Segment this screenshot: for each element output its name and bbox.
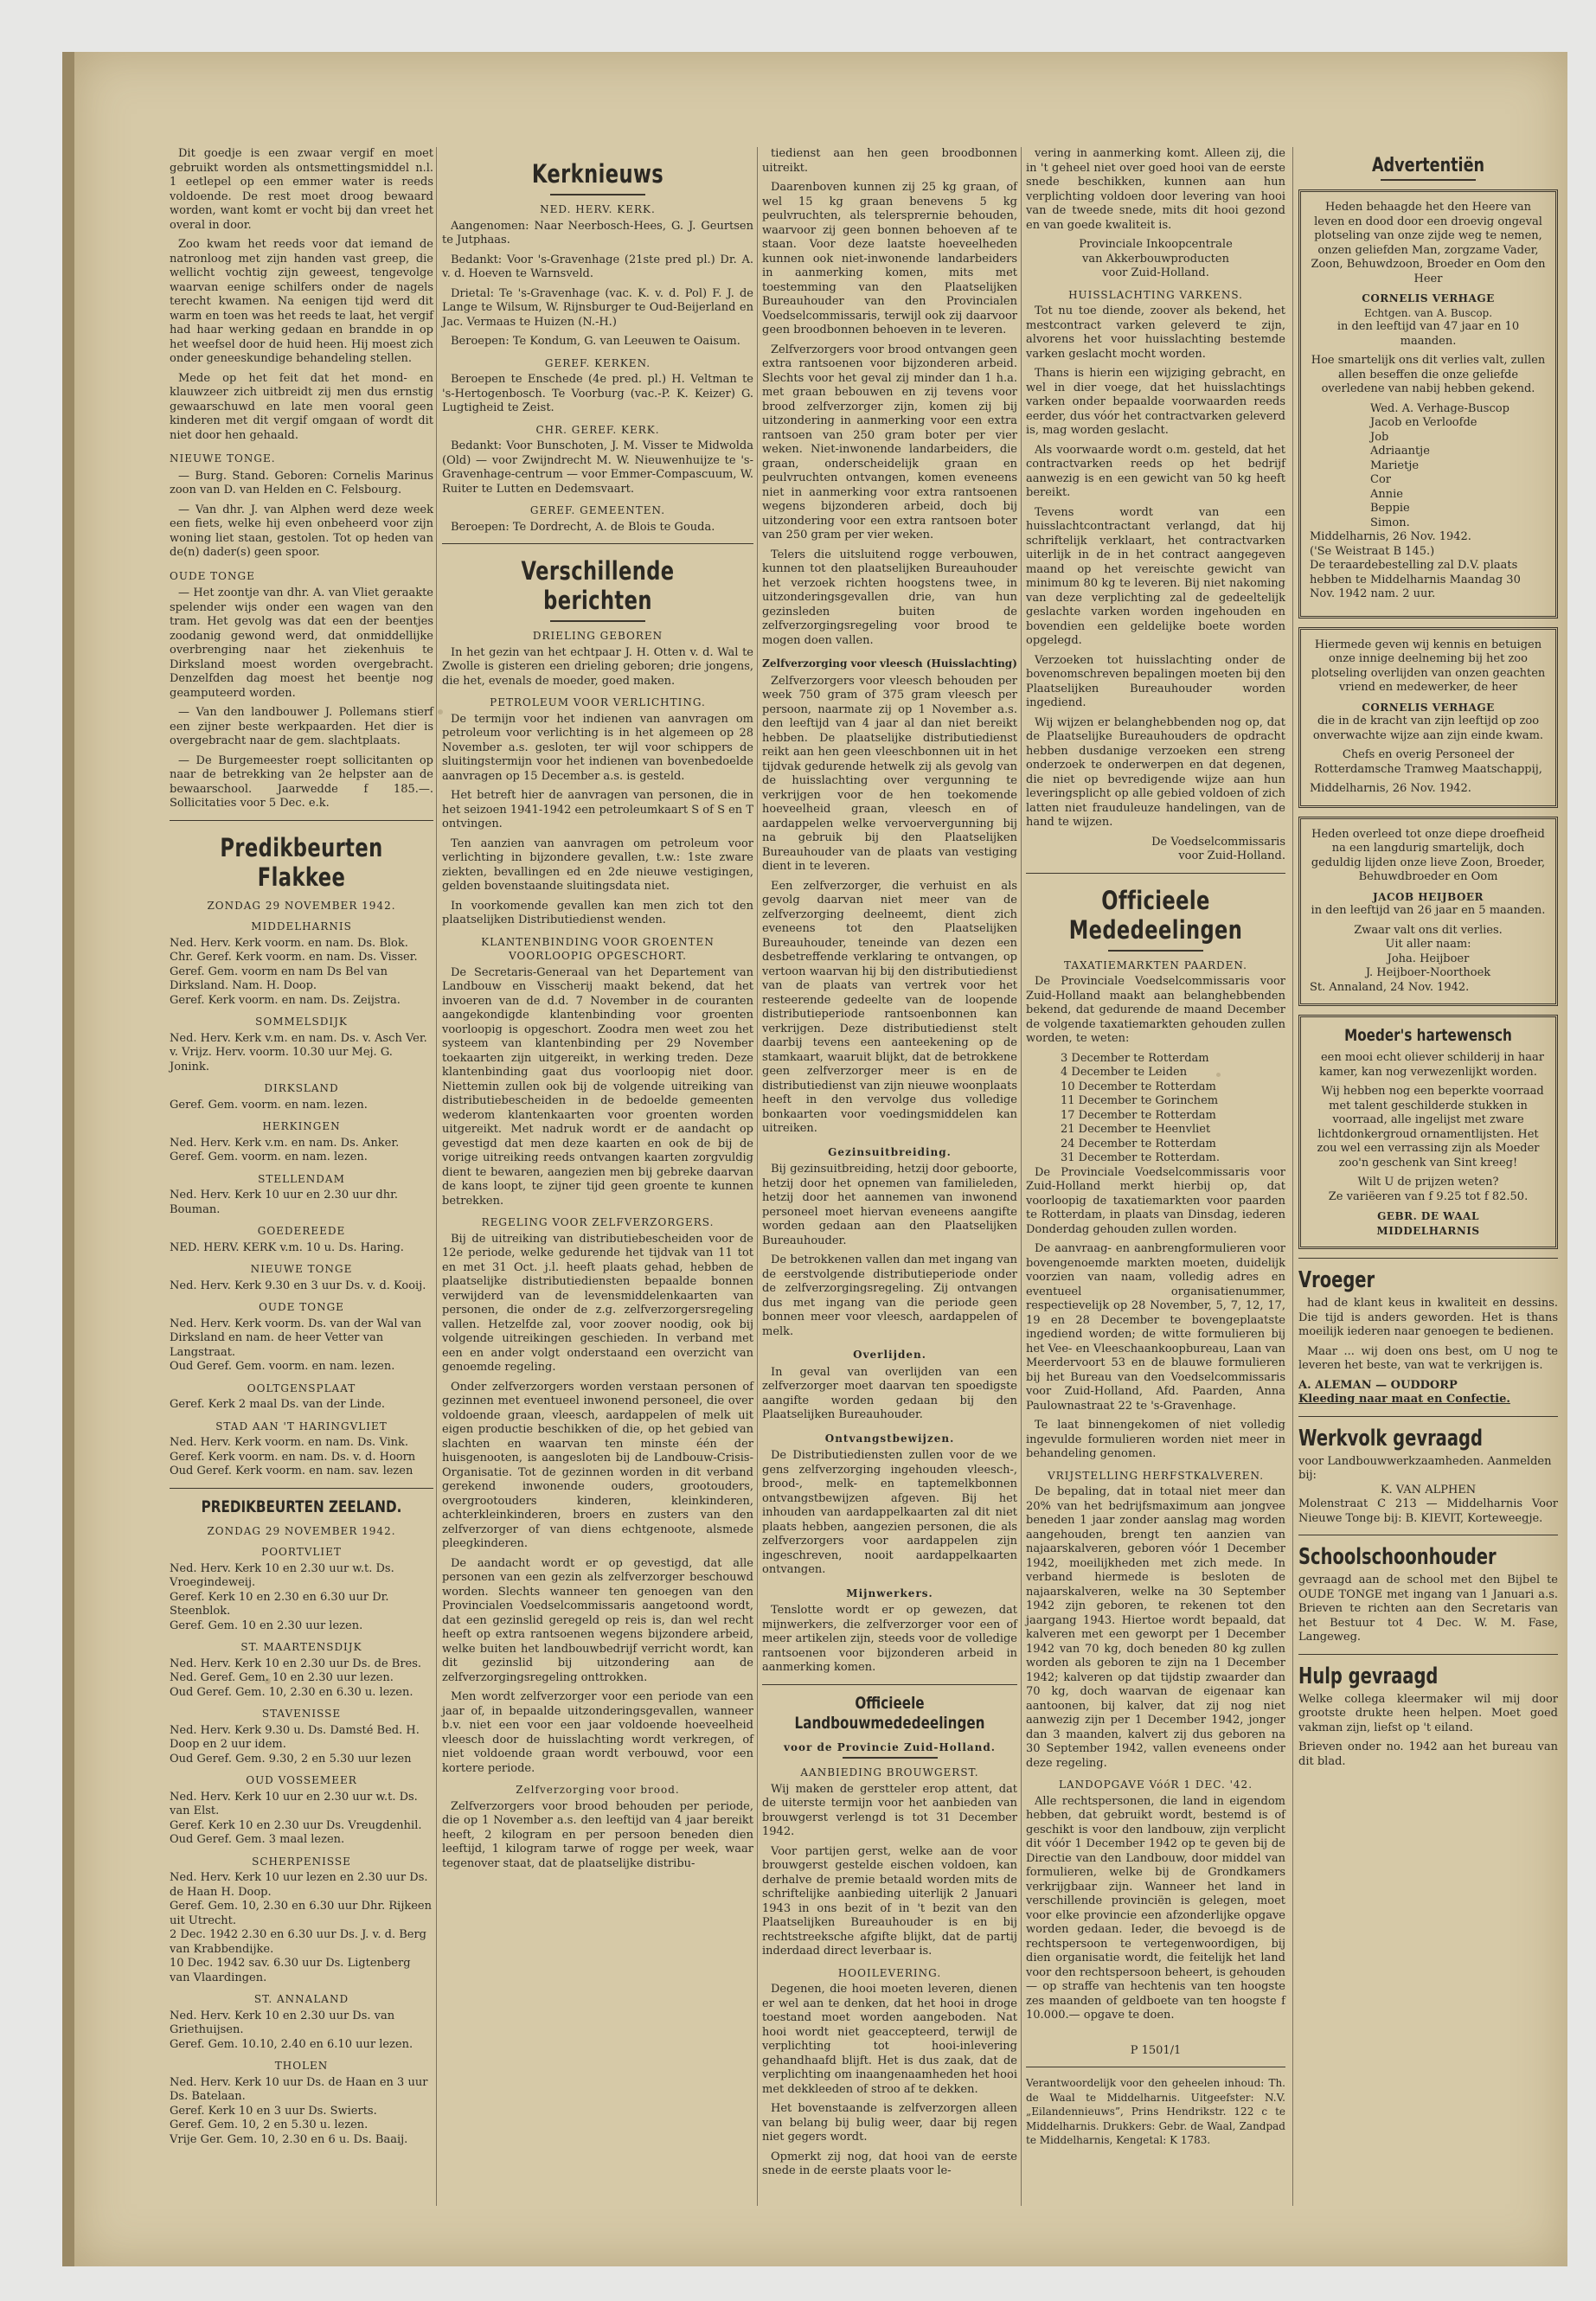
ad-price: Ze variëeren van f 9.25 tot f 82.50. [1328,1189,1529,1203]
section-heading: VRIJSTELLING HERFSTKALVEREN. [1047,1469,1265,1482]
ad-signature: Joha. Heijboer [1387,952,1470,965]
article-paragraph: De betrokkenen vallen dan met ingang van de eerstvolgende distributieperiode onder de zelfverzorgingsregeling. Zij ontvangen dus met ingang van die periode geen bonnen meer voor vleesch, aardappelen of melk. [762,1253,1017,1338]
service-line: Geref. Gem. voorm. en nam. lezen. [170,1150,368,1163]
service-line: Geref. Kerk 2 maal Ds. van der Linde. [170,1398,386,1411]
family-list [1310,402,1547,531]
section-heading: Zelfverzorging voor vleesch (Huisslachting) [762,657,1017,670]
section-title: Officieele Mededeelingen [1068,885,1243,945]
article-paragraph: Mede op het feit dat het mond- en klauwzeer zich uitbreidt zij men dus ernstig gewaarschuwd en late men vooral geen kinderen met dit vergif omgaan of wordt dit niet door hen gehaald. [170,371,433,442]
article-paragraph: Telers die uitsluitend rogge verbouwen, kunnen tot den plaatselijken Bureauhouder het verzoek richten hoogstens twee, in uitzonderingsgevallen drie, van hun gezinsleden buiten de zelfverzorgingsregeling voor brood te mogen doen vallen. [762,548,1017,647]
section-heading: AANBIEDING BROUWGERST. [800,1766,979,1779]
divider [170,820,433,821]
article-paragraph: Het betreft hier de aanvragen van personen, die in het seizoen 1941-1942 een petroleumkaart S of S en T ontvingen. [442,789,753,830]
family-member: Cor [1370,473,1391,486]
divider [1298,1416,1558,1417]
article-paragraph: In het gezin van het echtpaar J. H. Otten v. d. Wal te Zwolle is gisteren een drieling geboren; drie jongens, die het, evenals de moeder, goed maken. [442,645,753,688]
place-heading: THOLEN [274,2060,329,2072]
divider [170,1488,433,1489]
signature-line: van Akkerbouwproducten [1082,252,1229,266]
section-heading: KLANTENBINDING VOOR GROENTEN VOORLOOPIG OPGESCHORT. [481,935,715,962]
column-2 [442,147,753,1876]
shop-ad [1298,1015,1558,1249]
market-date: 31 December te Rotterdam. [1061,1151,1221,1164]
obituary-ad [1298,817,1558,1007]
ad-text: Hiermede geven wij kennis en betuigen onze innige deelneming bij het zoo plotseling overlijden van onzen geachten vriend en medewerker, de heer [1311,638,1546,694]
article-paragraph: Te laat binnengekomen of niet volledig ingevulde formulieren worden niet meer in behandeling genomen. [1026,1419,1285,1460]
place-heading: DIRKSLAND [264,1082,339,1094]
section-heading: NIEUWE TONGE. [170,452,276,465]
place-heading: STAD AAN 'T HARINGVLIET [215,1420,388,1433]
ad-text: Heden behaagde het den Heere van leven en dood door een droevig ongeval plotseling van onze zijde weg te nemen, onzen geliefden Man, zorgzame Vader, Zoon, Behuwdzoon, Broeder en Oom den Heer [1311,201,1546,285]
column-rule [757,147,758,2206]
article-paragraph: Beroepen: Te Kondum, G. van Leeuwen te Oaisum. [451,335,740,348]
ad-text: Wij hebben nog een beperkte voorraad met talent geschilderde stukken in voorraad, alle ingelijst met zware lichtdonkergroud ornamentlijsten. Het zou wel een verrassing zijn als Moeder zoo'n geschenk van Sint kreeg! [1317,1085,1544,1170]
ad-text: Hoe smartelijk ons dit verlies valt, zullen allen beseffen die onze geliefde overledene van nabij hebben gekend. [1311,354,1546,395]
place-heading: MIDDELHARNIS [251,920,352,933]
family-member: Wed. A. Verhage-Buscop [1370,401,1509,415]
signature [1026,836,1285,864]
deceased-name: CORNELIS VERHAGE [1362,701,1495,714]
market-date: 11 December te Gorinchem [1061,1094,1219,1107]
column-5 [1298,147,1558,1774]
divider [762,1684,1017,1685]
ad-title: Werkvolk gevraagd [1298,1425,1483,1452]
place-heading: ST. MAARTENSDIJK [240,1641,362,1653]
ad-signature: MIDDELHARNIS [1376,1224,1480,1237]
date-line: ZONDAG 29 NOVEMBER 1942. [207,899,396,912]
market-date: 3 December te Rotterdam [1061,1051,1209,1065]
service-line: Ned. Herv. Kerk 10 uur Ds. de Haan en 3 uur Ds. Batelaan. [170,2075,428,2103]
ad-signature: Uit aller naam: [1385,938,1471,951]
article-paragraph: Zelfverzorgers voor brood ontvangen geen extra rantsoenen voor bijzonderen arbeid. Slechts voor het geval zij minder dan 1 h.a. met graan bebouwen en zij tevens voor brood zelfverzorger zijn, komen zij bij uitzondering in aanmerking voor een extra rantsoen van 250 gram boter per vier weken. Niet-inwonende landarbeiders, die graan, onderscheidelijk graan en peulvruchten ontvangen, komen eveneens niet in aanmerking voor extra rantsoenen wegens bijzonderen arbeid, doch bij uitzondering voor een extra rantsoen boter van 250 gram per vier weken. [762,343,1017,542]
column-3 [762,147,1017,2184]
section-heading: Zelfverzorging voor brood. [516,1784,680,1796]
section-heading: OUDE TONGE [170,569,255,582]
ad-title: Vroeger [1298,1267,1375,1293]
article-paragraph: Tenslotte wordt er op gewezen, dat mijnwerkers, die zelfverzorger voor een of meer artikelen zijn, steeds voor de volledige rantsoenen voor bijzonderen arbeid in aanmerking komen. [762,1604,1017,1674]
service-line: Ned. Herv. Kerk 10 en 2.30 uur Ds. de Bres. [170,1657,422,1670]
ad-signature: A. ALEMAN — OUDDORP [1298,1378,1458,1392]
section-heading: NED. HERV. KERK. [540,203,656,215]
service-line: Ned. Herv. Kerk v.m. en nam. Ds. Anker. [170,1136,400,1150]
ad-title: Hulp gevraagd [1298,1663,1439,1689]
article-paragraph: Ten aanzien van aanvragen om petroleum voor verlichting in bijzondere gevallen, t.w.: 1ste zware ziekten, bevallingen ed en 2de nieuwe vestigingen, gelden bovenstaande sluitingsdata niet. [442,836,753,893]
article-paragraph: Thans is hierin een wijziging gebracht, en wel in dier voege, dat het huisslachtings varken onder bepaalde voorwaarden reeds eerder, dus vóór het contractvarken geleverd is, mag worden geslacht. [1026,367,1285,437]
article-paragraph: Bij de uitreiking van distributiebescheiden voor de 12e periode, welke gedurende het tijdvak van 11 tot en met 31 Oct. j.l. heeft plaats gehad, hebben de plaatselijke distributiediensten bepaalde bonnen verwijderd van de levensmiddelenkaarten van personen, die onder de z.g. zelfverzorgersregeling vallen. Hetzelfde zal, voor zoover noodig, ook bij volgende uitreikingen geschieden. In verband met een en ander volgt onderstaand een overzicht van genoemde regeling. [442,1232,753,1374]
article-paragraph: Bedankt: Voor Bunschoten, J. M. Visser te Midwolda (Old) — voor Zwijndrecht M. W. Nieuwenhuijze te 's-Gravenhage-centrum — voor Emmer-Compascuum, W. Ruiter te Lutten en Dedemsvaart. [442,439,753,496]
article-paragraph: Wij wijzen er belanghebbenden nog op, dat de Plaatselijke Bureauhouders de opdracht hebben dusdanige verzoeken een streng onderzoek te onderwerpen en dat degenen, die niet op bevredigende wijze aan hun leveringsplicht op alle gebied voldoen of zich latten niet frauduleuze handelingen, van de hand te wijzen. [1026,715,1285,829]
section-heading: Ontvangstbewijzen. [824,1432,955,1445]
service-line: Ned. Herv. Kerk voorm. en nam. Ds. Vink. [170,1436,409,1449]
section-title: Verschillende berichten [521,556,675,615]
article-paragraph: Dit goedje is een zwaar vergif en moet gebruikt worden als ontsmettingsmiddel n.l. 1 eetlepel op een emmer water is reeds voldoende. De rest moet droog bewaard worden, want komt er vocht bij dan vreet het overal in door. [170,147,433,232]
section-heading: PETROLEUM VOOR VERLICHTING. [490,696,706,708]
divider [550,620,645,622]
signature-line: voor Zuid-Holland. [1178,849,1285,862]
ad-text: die in de kracht van zijn leeftijd op zoo onverwachte wijze aan zijn einde kwam. [1312,715,1544,742]
section-subtitle: voor de Provincie Zuid-Holland. [784,1740,996,1753]
article-paragraph: In voorkomende gevallen kan men zich tot den plaatselijken Distributiedienst wenden. [442,899,753,926]
family-member: Beppie [1370,502,1410,515]
service-line: Oud Geref. Gem. 9.30, 2 en 5.30 uur lezen [170,1752,412,1766]
article-paragraph: tiedienst aan hen geen broodbonnen uitreikt. [762,147,1017,175]
article-paragraph: Als voorwaarde wordt o.m. gesteld, dat het contractvarken reeds op het bedrijf aanwezig is en een gewicht van 50 kg heeft bereikt. [1026,443,1285,499]
service-line: Geref. Kerk 10 en 2.30 en 6.30 uur Dr. Steenblok. [170,1590,389,1618]
ad-text: Maar ... wij doen ons best, om U nog te leveren het beste, van wat te verkrijgen is. [1298,1344,1558,1372]
place-heading: OUDE TONGE [259,1301,344,1313]
article-paragraph: De aandacht wordt er op gevestigd, dat alle personen van een gezin als zelfverzorger beschouwd worden. Slechts wanneer ten genoegen van den Provincialen Voedselcommissaris aangetoond wordt, dat een gezinslid geregeld op reis is, dan wel recht heeft op extra rantsoenen wegens bijzondere arbeid, welke buiten het landbouwbedrijf verricht wordt, kan dit gezinslid bij uitzondering aan de zelfverzorgingsregeling onttrokken. [442,1556,753,1684]
article-paragraph: Voor partijen gerst, welke aan de voor brouwgerst gestelde eischen voldoen, kan derhalve de premie betaald worden mits de schriftelijke aanbieding uiterlijk 2 Januari 1943 in ons bezit of in 't bezit van den Plaatselijken Bureauhouder is en bij rechtstreeksche afgifte blijkt, dat de partij inderdaad direct leverbaar is. [762,1844,1017,1958]
market-date: 17 December te Rotterdam [1061,1108,1216,1122]
column-1 [170,147,433,2147]
family-member: Annie [1370,487,1403,501]
market-date: 4 December te Leiden [1061,1066,1188,1079]
ad-text: in den leeftijd van 47 jaar en 10 maanden. [1336,320,1520,348]
section-heading: TAXATIEMARKTEN PAARDEN. [1064,958,1247,971]
place-heading: HERKINGEN [262,1120,341,1132]
ad-text: had de klant keus in kwaliteit en dessins. Die tijd is anders geworden. Het is thans moeilijk iederen naar genoegen te bedienen. [1298,1297,1558,1338]
article-paragraph: Beroepen te Enschede (4e pred. pl.) H. Veltman te 's-Hertogenbosch. Te Voorburg (vac.-P. K. Keizer) G. Lugtigheid te Zeist. [442,373,753,414]
market-dates [1026,1052,1285,1166]
section-title: Predikbeurten Flakkee [220,832,383,892]
condolence-ad [1298,627,1558,808]
service-line: Vrije Ger. Gem. 10, 2.30 en 6 u. Ds. Baaij. [170,2132,408,2146]
deceased-name: CORNELIS VERHAGE [1362,292,1495,304]
service-line: Ned. Herv. Kerk 9.30 u. Ds. Damsté Bed. H. Doop en 2 uur idem. [170,1723,420,1751]
service-line: Ned. Herv. Kerk 10 en 2.30 uur Ds. van Griethuijsen. [170,2009,395,2036]
service-line: Oud Geref. Kerk voorm. en nam. sav. lezen [170,1465,413,1477]
service-line: Ned. Herv. Kerk 10 uur en 2.30 uur dhr. Bouman. [170,1189,398,1216]
article-paragraph: Aangenomen: Naar Neerbosch-Hees, G. J. Geurtsen te Jutphaas. [442,219,753,247]
service-line: Ned. Herv. Kerk 10 uur lezen en 2.30 uur Ds. de Haan H. Doop. [170,1871,428,1899]
ad-title: Moeder's hartewensch [1344,1026,1512,1045]
article-paragraph: Een zelfverzorger, die verhuist en als gevolg daarvan niet meer van de zelfverzorging deelneemt, dient zich eveneens tot den Plaatselijken Bureauhouder, teneinde van dezen een desbetreffende verklaring te ontvangen, op vertoon waarvan hij bij den distributiedienst van de plaats van vertrek voor het resteerende gedeelte van de loopende distributieperiode rantsoenbonnen kan verkrijgen. Deze distributiedienst stelt daarbij tevens een aanteekening op de stamkaart, waaruit blijkt, dat de betrokkene geen zelfverzorger meer is en de distributiedienst van zijn nieuwe woonplaats heeft in den vervolge dus volledige bonkaarten voor voedingsmiddelen kan uitreiken. [762,879,1017,1135]
family-member: Adriaantje [1370,445,1430,458]
place-heading: NIEUWE TONGE [250,1263,353,1275]
article-paragraph: Zelfverzorgers voor brood behouden per periode, die op 1 November a.s. den leeftijd van 4 jaar bereikt heeft, 2 kilogram en per persoon beneden dien leeftijd, 1 kilogram tarwe of rogge per week, waar tegenover staat, dat de plaatselijke distribu- [442,1799,753,1870]
service-line: Geref. Kerk 10 en 2.30 uur Ds. Vreugdenhil. [170,1818,422,1832]
ad-signature: GEBR. DE WAAL [1377,1210,1479,1222]
service-list [170,1545,433,2147]
service-line: Geref. Gem. 10, 2 en 5.30 u. lezen. [170,2118,369,2131]
ad-place: Middelharnis, 26 Nov. 1942. [1310,782,1471,795]
article-paragraph: De Distributiediensten zullen voor de we gens zelfverzorging ingehouden vleesch-, brood-, melk- en taptemelkbonnen ontvangstbewijzen afgeven. Bij het inhouden van aardappelkaarten zal dit niet plaats hebben, aangezien personen, die als zelfverzorgers voor aardappelen zijn ingeschreven, nooit aardappelkaarten ontvangen. [762,1449,1017,1576]
article-paragraph: Bedankt: Voor 's-Gravenhage (21ste pred pl.) Dr. A. v. d. Hoeven te Warnsveld. [442,253,753,280]
service-line: Ned. Herv. Kerk 10 uur en 2.30 uur w.t. Ds. van Elst. [170,1790,418,1817]
news-item: — Het zoontje van dhr. A. van Vliet geraakte spelender wijs onder een wagen van den tram. Het gevolg was dat een der beentjes zoodanig gewond werd, dat onmiddellijke overbrenging naar het ziekenhuis te Dirksland moest worden overgebracht. Denzelfden dag moest het beentje nog geamputeerd worden. [170,586,433,700]
article-paragraph: Zelfverzorgers voor vleesch behouden per week 750 gram of 375 gram vleesch per persoon, naarmate zij op 1 November a.s. den leeftijd van 4 jaar al dan niet bereikt hebben. De plaatselijke distributiedienst reikt aan hen geen vleeschbonnen uit in het tijdvak gedurende hetwelk zij als gevolg van de huisslachting over vergunning te verkrijgen voor de hen toekomende hoeveelheid graan, vleesch en of aardappelen welke vervoervergunning bij na gebruik bij den Plaatselijken Bureauhouder van de plaats van vestiging dient in te leveren. [762,674,1017,873]
service-line: Ned. Herv. Kerk v.m. en nam. Ds. v. Asch Ver. v. Vrijz. Herv. voorm. 10.30 uur Mej. G. Jonink. [170,1031,427,1074]
service-line: Oud Geref. Gem. voorm. en nam. lezen. [170,1360,395,1373]
ad-place: Middelharnis, 26 Nov. 1942. [1310,530,1471,543]
article-paragraph: Opmerkt zij nog, dat hooi van de eerste snede in de eerste plaats voor le- [762,2150,1017,2177]
place-heading: POORTVLIET [261,1546,342,1558]
article-paragraph: Daarenboven kunnen zij 25 kg graan, of wel 15 kg graan benevens 5 kg peulvruchten, als telersprernie behouden, waarvoor zij geen bonnen behoeven af te staan. Voor deze laatste hoeveelheden kunnen ook niet-inwonende landarbeiders in aanmerking komen, mits met toestemming van den Plaatselijken Bureauhouder van den Provincialen Voedselcommissaris, terwijl ook zij daarvoor geen broodbonnen behoeven in te leveren. [762,181,1017,336]
service-line: 10 Dec. 1942 sav. 6.30 uur Ds. Ligtenberg van Vlaardingen. [170,1957,411,1984]
section-title: Officieele Landbouwmededeelingen [794,1693,985,1733]
service-line: Geref. Gem. voorm en nam Ds Bel van Dirksland. Nam. H. Doop. [170,965,388,992]
article-paragraph: Zoo kwam het reeds voor dat iemand de natronloog met zijn handen vast greep, die wellicht vochtig zijn geweest, tengevolge waarvan eenige schilfers onder de nagels terecht kwamen. Na eenigen tijd werd dit warm en toen was het reeds te laat, het vergif had haar werking gedaan en brandde in op het weefsel door de huid heen. Hij moest zich onder geneeskundige behandeling stellen. [170,238,433,365]
obituary-ad [1298,189,1558,619]
family-member: Job [1370,430,1389,444]
section-heading: HUISSLACHTING VARKENS. [1068,288,1243,301]
service-line: Ned. Herv. Kerk 10 en 2.30 uur w.t. Ds. Vroegindeweij. [170,1561,394,1589]
market-date: 24 December te Rotterdam [1061,1137,1216,1150]
divider [442,543,753,544]
section-title: Kerknieuws [531,159,664,189]
place-heading: OUD VOSSEMEER [246,1774,357,1786]
ad-address: ('Se Weistraat B 145.) [1310,544,1435,558]
article-paragraph: De Provinciale Voedselcommissaris voor Zuid-Holland maakt aan belanghebbenden bekend, dat gedurende de maand December de volgende taxatiemarkten gehouden zullen worden, te weten: [1026,975,1285,1045]
ad-text: De teraardebestelling zal D.V. plaats hebben te Middelharnis Maandag 30 Nov. 1942 nam. 2 uur. [1310,559,1521,600]
section-heading: DRIELING GEBOREN [532,630,663,642]
article-paragraph: Men wordt zelfverzorger voor een periode van een jaar of, in bepaalde uitzonderingsgevallen, wanneer b.v. niet een voor een jaar voldoende hoeveelheid vleesch door de huisslachting wordt verkregen, of niet voldoende graan wordt verbouwd, voor een kortere periode. [442,1690,753,1775]
article-paragraph: Verzoeken tot huisslachting onder de bovenomschreven bepalingen moeten bij den Plaatselijken Bureauhouder worden ingediend. [1026,653,1285,709]
article-paragraph: De bepaling, dat in totaal niet meer dan 20% van het bedrijfsmaximum aan jongvee beneden 1 jaar zonder aanslag mag worden aangehouden, brengt ten aanzien van najaarskalveren, geboren vóór 1 December 1942, moeilijkheden met zich mede. In verband hiermede is besloten de najaarskalveren, welke na 30 September 1942 zijn geboren, te rekenen tot den jaargang 1943. Hiertoe wordt bepaald, dat kalveren met een geworpt per 1 December 1942 van 70 kg, doch beneden 80 kg zullen worden als geboren te zijn na 1 December 1942; kalveren op dat tijdstip zwaarder dan 70 kg, doch waarvan de eigenaar kan aantoonen, bij kalver, dat zij nog niet aanwezig zijn per 1 December 1942, jonger dan 3 maanden, kalvert zij dus geboren na 30 September 1942, vallen eveneens onder deze regeling. [1026,1485,1285,1770]
divider [1381,179,1476,181]
article-paragraph: De Secretaris-Generaal van het Departement van Landbouw en Visscherij maakt bekend, dat het invoeren van de d.d. 7 November in de couranten aangekondigde klantenbinding voor groenten voorloopig is opgeschort. Zoodra men weet zou het systeem van klantenbinding per 29 November toekaarten zijn uitgereikt, in werking treden. Deze klantenbinding gaat dus voorloopig niet door. Niettemin zullen ook bij de volgende uitreiking van distributiebescheiden in de bedoelde gemeenten wederom klantenkaarten voor groenten worden uitgereikt. Met nadruk wordt er de aandacht op gevestigd dat men deze kaarten en ook de bij de vorige uitreiking reeds ontvangen kaarten zorgvuldig dient te bewaren, aangezien men bij gebreke daarvan de kans loopt, te zijner tijd geen groente te kunnen betrekken. [442,965,753,1208]
date-line: ZONDAG 29 NOVEMBER 1942. [207,1524,396,1537]
article-paragraph: Drietal: Te 's-Gravenhage (vac. K. v. d. Pol) F. J. de Lange te Wilsum, W. Rijnsburger te Oud-Beijerland en Jac. Vermaas te Huizen (N.-H.) [442,286,753,329]
service-line: Ned. Herv. Kerk voorm. en nam. Ds. Blok. [170,936,408,950]
service-line: Ned. Herv. Kerk 9.30 en 3 uur Ds. v. d. Kooij. [170,1279,426,1292]
signature-line: Provinciale Inkoopcentrale [1079,238,1233,251]
article-paragraph: Tot nu toe diende, zoover als bekend, het mestcontract varken geleverd te zijn, alvorens het voor huisslachting bestemde varken geslacht mocht worden. [1026,304,1285,361]
article-paragraph: Wij maken de gerstteler erop attent, dat de uiterste termijn voor het aanbieden van brouwgerst verlengd is tot 31 December 1942. [762,1782,1017,1838]
church-news [442,202,753,535]
column-rule [436,147,437,2206]
place-heading: SCHERPENISSE [252,1855,351,1868]
divider [1026,873,1285,874]
place-heading: GOEDEREEDE [257,1225,346,1237]
section-heading: GEREF. GEMEENTEN. [529,504,666,516]
section-heading: GEREF. KERKEN. [544,356,651,369]
service-line: Geref. Gem. 10 en 2.30 uur lezen. [170,1618,363,1632]
service-line: Geref. Gem. 10.10, 2.40 en 6.10 uur lezen. [170,2037,413,2051]
ad-text: voor Landbouwwerkzaamheden. Aanmelden bij: [1298,1454,1552,1482]
section-heading: HOOILEVERING. [837,1966,942,1979]
ad-text: gevraagd aan de school met den Bijbel te OUDE TONGE met ingang van 1 Januari a.s. Brieven te richten aan den Secretaris van het Bestuur tot 4 Dec. W. M. Fase, Langeweg. [1298,1574,1558,1644]
colophon: Verantwoordelijk voor den geheelen inhoud: Th. de Waal te Middelharnis. Uitgeefster: N.V. „Eilandennieuws”, Prins Hendrikstr. 122 c te Middelharnis. Drukkers: Gebr. de Waal, Zandpad te Middelharnis, Kengetal: K 1783. [1026,2077,1285,2146]
article-paragraph: Tevens wordt van een huisslachtcontractant verlangd, dat hij schriftelijk verklaart, het contractvarken uiterlijk in de in het contract aangegeven maand op het vereischte gewicht van minimum 80 kg te leveren. Bij niet nakoming van deze verplichting zal de gedeeltelijk geslachte varken worden ingehouden en bovendien een geldelijke boete worden opgelegd. [1026,505,1285,647]
ad-title: Schoolschoonhouder [1298,1544,1497,1570]
divider [1298,1258,1558,1259]
news-item: — Van dhr. J. van Alphen werd deze week een fiets, welke hij even onbeheerd voor zijn woning liet staan, gestolen. Tot op heden van de(n) dader(s) geen spoor. [170,503,433,559]
service-line: Ned. Herv. Kerk voorm. Ds. van der Wal van Dirksland en nam. de heer Vetter van Langstraat. [170,1317,422,1359]
ad-text: Zwaar valt ons dit verlies. [1354,923,1503,937]
ad-address: Molenstraat C 213 — Middelharnis Voor Nieuwe Tonge bij: B. KIEVIT, Korteweegje. [1298,1497,1558,1525]
divider [1108,950,1203,952]
ad-text: Welke collega kleermaker wil mij door grootste drukte heen helpen. Moet goed vakman zijn, liefst op 't eiland. [1298,1692,1558,1734]
service-line: Ned. Geref. Gem. 10 en 2.30 uur lezen. [170,1671,394,1684]
service-line: Geref. Gem. 10, 2.30 en 6.30 uur Dhr. Rijkeen uit Utrecht. [170,1900,432,1927]
service-list [170,920,433,1479]
divider [550,194,645,195]
ad-text: Kleeding naar maat en Confectie. [1298,1393,1510,1406]
article-paragraph: In geval van overlijden van een zelfverzorger moet daarvan ten spoedigste aangifte worden gedaan bij den Plaatselijken Bureauhouder. [762,1365,1017,1421]
article-paragraph: vering in aanmerking komt. Alleen zij, die in 't geheel niet over goed hooi van de eerste snede beschikken, kunnen aan hun verplichting voldoen door levering van hooi van de tweede snede, mits dit hooi gezond en van goede kwaliteit is. [1026,147,1285,232]
ad-text: in den leeftijd van 26 jaar en 5 maanden. [1311,904,1546,917]
article-paragraph: Het bovenstaande is zelfverzorgen alleen van belang bij bulig weer, daar bij regen niet gegers wordt. [762,2102,1017,2144]
section-heading: Mijnwerkers. [846,1586,933,1599]
news-item: — De Burgemeester roept sollicitanten op naar de betrekking van 2e helpster aan de bewaarschool. Jaarwedde f 185.—. Sollicitaties voor 5 Dec. e.k. [170,753,433,810]
section-title: Advertentiën [1371,155,1485,176]
service-line: 2 Dec. 1942 2.30 en 6.30 uur Ds. J. v. d. Berg van Krabbendijke. [170,1928,426,1956]
ad-name: K. VAN ALPHEN [1380,1483,1477,1497]
article-paragraph: De Provinciale Voedselcommissaris voor Zuid-Holland merkt hierbij op, dat voorloopig de taxatiemarkten voor paarden te Rotterdam, in plaats van Dinsdag, iederen Donderdag gehouden zullen worden. [1026,1165,1285,1236]
signature [1026,238,1285,281]
place-heading: ST. ANNALAND [253,1993,349,2005]
family-member: Simon. [1370,516,1410,529]
article-paragraph: Beroepen: Te Dordrecht, A. de Blois te Gouda. [451,520,715,534]
section-title: PREDIKBEURTEN ZEELAND. [201,1497,402,1516]
divider [1298,1654,1558,1655]
ad-text: Wilt U de prijzen weten? [1357,1176,1499,1189]
article-paragraph: De aanvraag- en aanbrengformulieren voor bovengenoemde markten moeten, duidelijk voorzien van naam, volledig adres en eventueel organisatienummer, respectievelijk op 28 November, 5, 7, 12, 17, 19 en 28 December te bovengeplaatste ingediend worden; de witte formulieren bij het Vee- en Vleeschaankoopbureau, Laan van Meerdervoort 53 en de blauwe formulieren bij het Bureau van den Voedselcommissaris voor Zuid-Holland, Afd. Paarden, Anna Paulownastraat 22 te 's-Gravenhage. [1026,1242,1285,1413]
divider [843,1757,938,1759]
service-line: NED. HERV. KERK v.m. 10 u. Ds. Haring. [170,1240,404,1254]
signature-line: voor Zuid-Holland. [1102,266,1209,279]
ad-text: Echtgen. van A. Buscop. [1363,306,1493,319]
market-date: 21 December te Heenvliet [1061,1123,1211,1136]
section-heading: Overlijden. [853,1349,926,1361]
section-heading: Gezinsuitbreiding. [828,1145,952,1158]
article-paragraph: Alle rechtspersonen, die land in eigendom hebben, dat gebruikt wordt, bestemd is of geschikt is voor den landbouw, zijn verplicht dit vóór 1 December 1942 op te geven bij de Directie van den Landbouw, door middel van formulieren, welke bij de Grondkamers verkrijgbaar zijn. Wanneer het land in verschillende provinciën is gelegen, moet voor elke provincie een afzonderlijke opgave worden gedaan. Ieder, die bevoegd is de rechtspersoon te vertegenwoordigen, bij dien organisatie wordt, die feitelijk het land voor den rechtspersoon beheert, is gehouden — op straffe van hechtenis van ten hoogste zes maanden of geldboete van ten hoogste f 10.000.— opgave te doen. [1026,1794,1285,2022]
section-heading: LANDOPGAVE VóóR 1 DEC. '42. [1058,1779,1253,1791]
column-4 [1026,147,1285,2153]
misc-news [442,629,753,1871]
news-item: — Van den landbouwer J. Pollemans stierf een zijner beste werkpaarden. Het dier is overgebracht naar de gem. slachtplaats. [170,706,433,747]
market-date: 10 December te Rotterdam [1061,1080,1216,1093]
ad-place: St. Annaland, 24 Nov. 1942. [1310,980,1470,994]
deceased-name: JACOB HEIJBOER [1372,890,1484,903]
signature-line: De Voedselcommissaris [1151,835,1285,849]
service-line: Geref. Kerk 10 en 3 uur Ds. Swierts. [170,2104,377,2118]
column-rule [1292,147,1293,2206]
ad-text: Heden overleed tot onze diepe droefheid na een langdurig smartelijk, doch geduldig lijden onze lieve Zoon, Broeder, Behuwdbroeder en Oom [1311,827,1546,883]
ad-text: een mooi echt oliever schilderij in haar kamer, kan nog verwezenlijkt worden. [1319,1051,1545,1079]
place-heading: SOMMELSDIJK [255,1016,348,1028]
family-member: Marietje [1370,458,1420,472]
newspaper-page [62,52,1567,2266]
column-rule [1021,147,1022,2206]
family-member: Jacob en Verloofde [1370,416,1477,429]
service-line: Chr. Geref. Kerk voorm. en nam. Ds. Visser. [170,951,418,964]
ad-text: Brieven onder no. 1942 aan het bureau van dit blad. [1298,1740,1558,1768]
place-heading: OOLTGENSPLAAT [247,1381,356,1394]
article-paragraph: Onder zelfverzorgers worden verstaan personen of gezinnen met eventueel inwonend personeel, die over voldoende graan, vleesch, aardappelen of melk uit eigen productie beschikken of die, op het gebied van slachten en waarvan ten minste één der huisgenooten, is aangesloten bij de Landbouw-Crisis-Organisatie. Tot de gezinnen worden in dit verband gerekend inwonende ouders, grootouders, overgrootouders kinderen, kleinkinderen, achterkleinkinderen, broers en zusters van den zelfverzorger of van diens echtgenoote, alsmede pleegkinderen. [442,1380,753,1550]
service-line: Oud Geref. Gem. 10, 2.30 en 6.30 u. lezen. [170,1685,413,1699]
service-line: Geref. Kerk voorm. en nam. Ds. v. d. Hoorn [170,1450,416,1464]
news-item: — Burg. Stand. Geboren: Cornelis Marinus zoon van D. van Helden en C. Felsbourg. [170,469,433,497]
service-line: Oud Geref. Gem. 3 maal lezen. [170,1833,345,1846]
publication-number: P 1501/1 [1130,2043,1182,2057]
article-paragraph: Bij gezinsuitbreiding, hetzij door geboorte, hetzij door het opnemen van familieleden, hetzij door het aannemen van inwonend personeel moet hiervan eveneens aangifte worden gedaan aan den Plaatselijken Bureauhouder. [762,1163,1017,1247]
service-line: Geref. Kerk voorm. en nam. Ds. Zeijstra. [170,993,401,1007]
service-line: Geref. Gem. voorm. en nam. lezen. [170,1098,368,1112]
place-heading: STELLENDAM [258,1172,345,1185]
article-paragraph: De termijn voor het indienen van aanvragen om petroleum voor verlichting is in het algemeen op 28 November a.s. gesloten, ter wijl voor schippers de sluitingstermijn voor het indienen van bovenbedoelde aanvragen op 15 December a.s. is gesteld. [442,712,753,783]
article-paragraph: Degenen, die hooi moeten leveren, dienen er wel aan te denken, dat het hooi in droge toestand moet worden aangeboden. Nat hooi wordt niet geaccepteerd, terwijl de verplichting tot hooi-inlevering gehandhaafd blijft. Het is dus zaak, dat de verplichting om inaangenaamheden het hooi met dekkleeden of stroo af te dekken. [762,1983,1017,2096]
ad-signature: Chefs en overig Personeel der Rotterdamsche Tramweg Maatschappij, [1314,748,1542,776]
place-heading: STAVENISSE [261,1708,342,1720]
section-heading: CHR. GEREF. KERK. [535,423,660,436]
ad-signature: J. Heijboer-Noorthoek [1365,966,1491,979]
section-heading: REGELING VOOR ZELFVERZORGERS. [481,1216,715,1228]
